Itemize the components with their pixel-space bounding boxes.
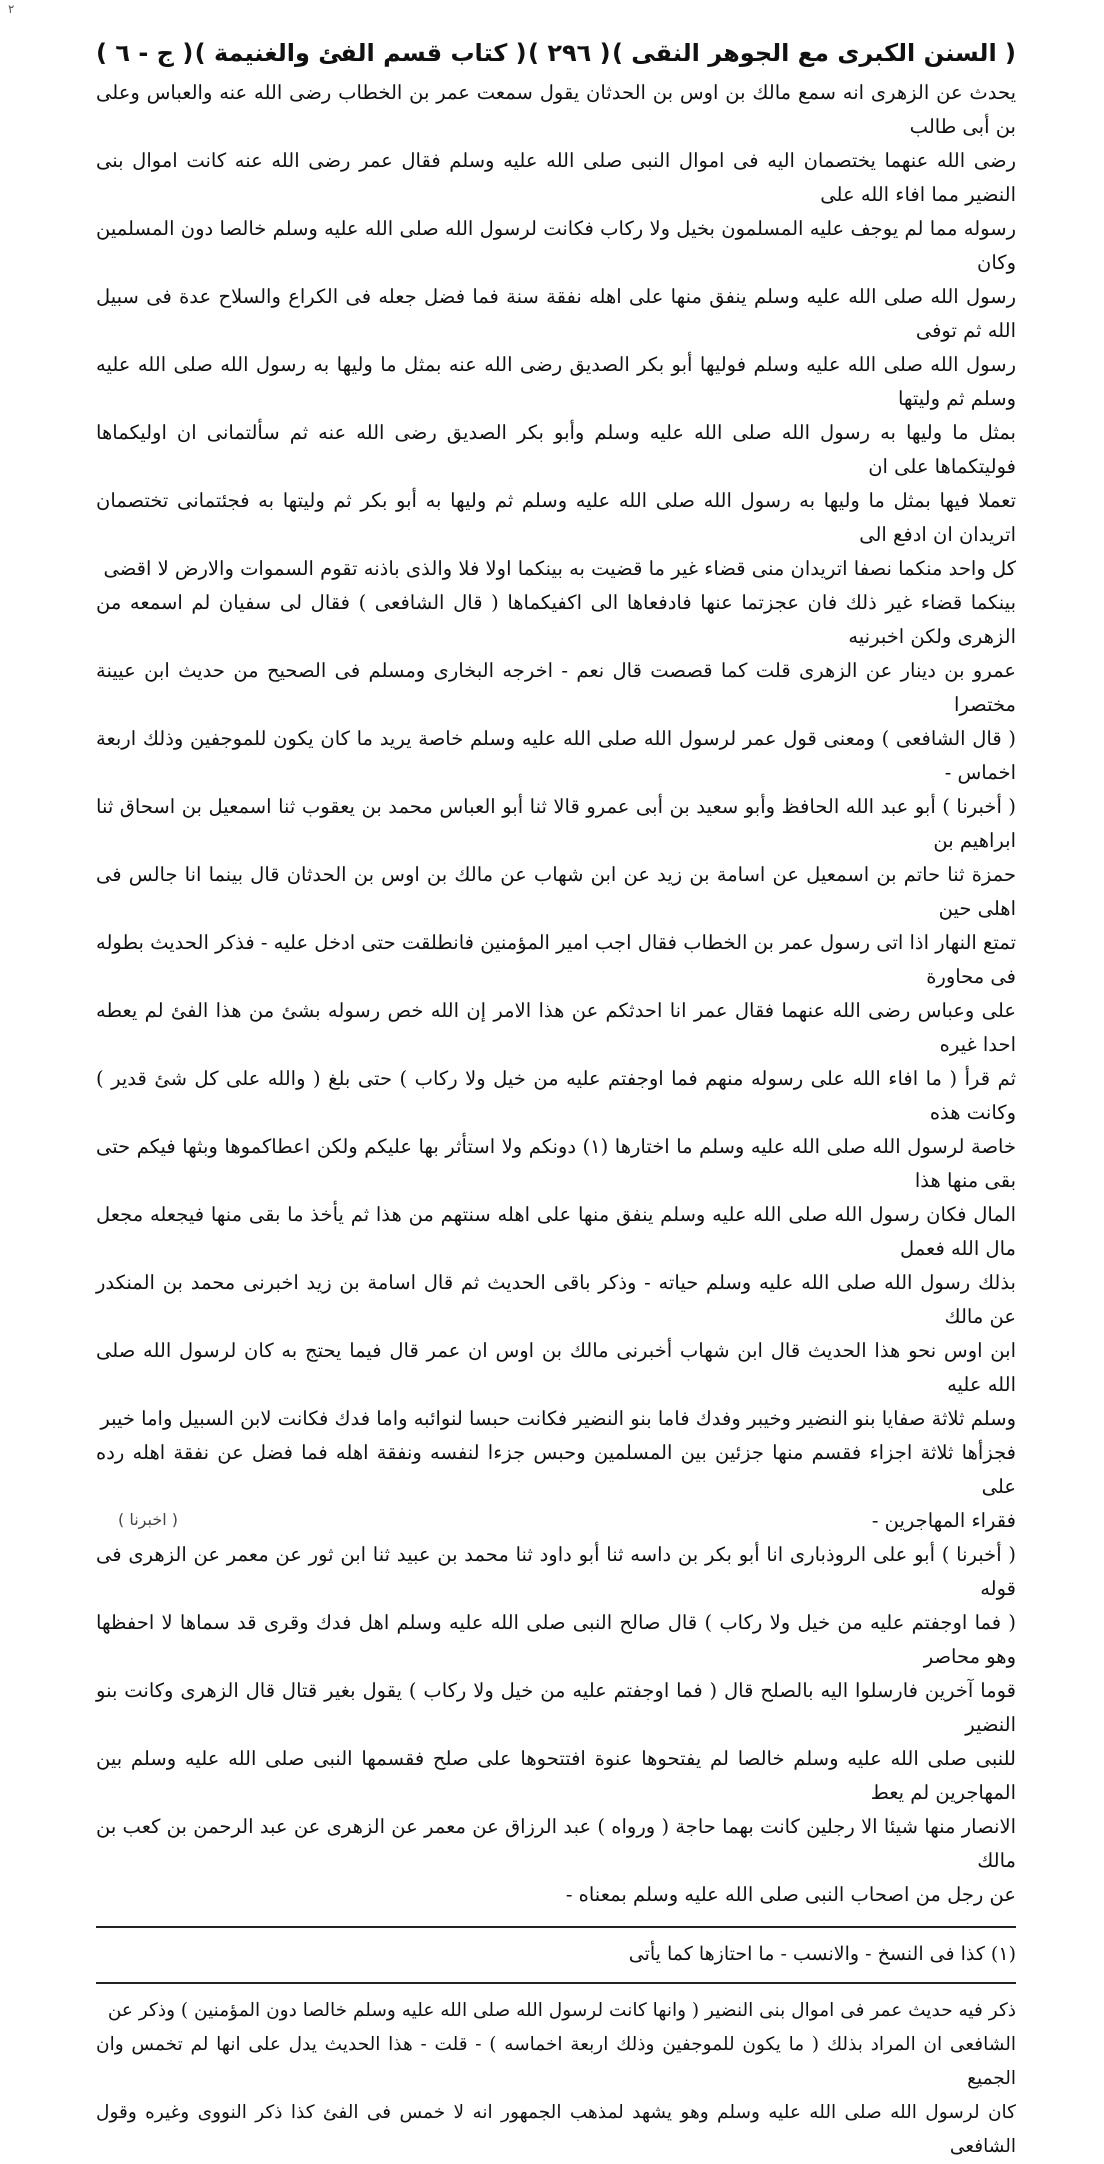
text-line: يحدث عن الزهرى انه سمع مالك بن اوس بن الحدثان يقول سمعت عمر بن الخطاب رضى الله عنه والعباس وعلى بن أبى طالب <box>96 81 1016 138</box>
header-page-number: ( ٢٩٦ ) <box>528 39 611 67</box>
footnote-divider <box>96 1926 1016 1928</box>
text-line: رضى الله عنهما يختصمان اليه فى اموال النبى صلى الله عليه وسلم فقال عمر رضى الله عنه كانت اموال بنى النضير مما افاء الله على <box>96 149 1016 206</box>
text-line: رسول الله صلى الله عليه وسلم ينفق منها على اهله نفقة سنة فما فضل جعله فى الكراع والسلاح عدة فى سبيل الله ثم توفى <box>96 285 1016 342</box>
text-line: قوما آخرين فارسلوا اليه بالصلح قال ( فما اوجفتم عليه من خيل ولا ركاب ) يقول بغير قتال قال الزهرى وكانت بنو النضير <box>96 1679 1016 1736</box>
text-line: المال فكان رسول الله صلى الله عليه وسلم ينفق منها على اهله سنتهم من هذا ثم يأخذ ما بقى منها فيجعله مجعل مال الله فعمل <box>96 1203 1016 1260</box>
document-page <box>96 30 1016 2164</box>
text-line: الانصار منها شيئا الا رجلين كانت بهما حاجة ( ورواه ) عبد الرزاق عن معمر عن الزهرى عن عبد الرحمن بن كعب بن مالك <box>96 1815 1016 1872</box>
text-line: وسلم ثلاثة صفايا بنو النضير وخيبر وفدك فاما بنو النضير فكانت حبسا لنوائبه واما فدك فكانت لابن السبيل واما خيبر <box>100 1407 1016 1430</box>
running-header <box>96 30 1016 76</box>
text-line: للنبى صلى الله عليه وسلم خالصا لم يفتحوها عنوة افتتحوها على صلح فقسمها النبى صلى الله عليه وسلم بين المهاجرين لم يعط <box>96 1747 1016 1804</box>
text-line: خاصة لرسول الله صلى الله عليه وسلم ما اختارها (١) دونكم ولا استأثر بها عليكم ولكن اعطاكموها وبثها فيكم حتى بقى منها هذا <box>96 1135 1016 1192</box>
text-line: ( أخبرنا ) أبو على الروذبارى انا أبو بكر بن داسه ثنا أبو داود ثنا محمد بن عبيد ثنا ابن ثور عن معمر عن الزهرى فى قوله <box>96 1543 1016 1600</box>
text-line: حمزة ثنا حاتم بن اسمعيل عن اسامة بن زيد عن ابن شهاب عن مالك بن اوس بن الحدثان قال بينما انا جالس فى اهلى حين <box>96 863 1016 920</box>
commentary-line: كان لرسول الله صلى الله عليه وسلم وهو يشهد لمذهب الجمهور انه لا خمس فى الفئ كذا ذكر النووى وغيره وقول الشافعى <box>96 2102 1016 2157</box>
text-line: فقراء المهاجرين - <box>871 1509 1016 1532</box>
text-line: ( فما اوجفتم عليه من خيل ولا ركاب ) قال صالح النبى صلى الله عليه وسلم اهل فدك وقرى قد سماها لا احفظها وهو محاصر <box>96 1611 1016 1668</box>
commentary-line: ذكر فيه حديث عمر فى اموال بنى النضير ( وانها كانت لرسول الله صلى الله عليه وسلم خالصا دون المؤمنين ) وذكر عن <box>107 2000 1016 2021</box>
text-line: عمرو بن دينار عن الزهرى قلت كما قصصت قال نعم - اخرجه البخارى ومسلم فى الصحيح من حديث ابن عيينة مختصرا <box>96 659 1016 716</box>
header-chapter-title: ( كتاب قسم الفئ والغنيمة ) <box>194 39 527 67</box>
text-line: فجزأها ثلاثة اجزاء فقسم منها جزئين بين المسلمين وحبس جزءا لنفسه ونفقة اهله فما فضل عن نفقة اهله رده على <box>96 1441 1016 1498</box>
text-line: تعملا فيها بمثل ما وليها به رسول الله صلى الله عليه وسلم ثم وليها به أبو بكر ثم وليتها به فجئتمانى تختصمان اتريدان ان ادفع الى <box>96 489 1016 546</box>
header-book-title: ( السنن الكبرى مع الجوهر النقى ) <box>611 39 1016 67</box>
text-line: ( قال الشافعى ) ومعنى قول عمر لرسول الله صلى الله عليه وسلم خاصة يريد ما كان يكون للموجفين وذلك اربعة اخماس - <box>96 727 1016 784</box>
footnote: (١) كذا فى النسخ - والانسب - ما احتازها كما يأتى <box>628 1943 1016 1965</box>
text-line: تمتع النهار اذا اتى رسول عمر بن الخطاب فقال اجب امير المؤمنين فانطلقت حتى ادخل عليه - فذكر الحديث بطوله فى محاورة <box>96 931 1016 988</box>
text-line: ثم قرأ ( ما افاء الله على رسوله منهم فما اوجفتم عليه من خيل ولا ركاب ) حتى بلغ ( والله على كل شئ قدير ) وكانت هذه <box>96 1067 1016 1124</box>
text-line: ( أخبرنا ) أبو عبد الله الحافظ وأبو سعيد بن أبى عمرو قالا ثنا أبو العباس محمد بن يعقوب ثنا اسمعيل بن اسحاق ثنا ابراهيم بن <box>96 795 1016 852</box>
text-line: كل واحد منكما نصفا اتريدان منى قضاء غير ما قضيت به بينكما اولا فلا والذى باذنه تقوم السموات والارض لا اقضى <box>103 557 1016 580</box>
commentary-line: الشافعى ان المراد بذلك ( ما يكون للموجفين وذلك اربعة اخماسه ) - قلت - هذا الحديث يدل على انها لم تخمس وان الجميع <box>96 2034 1016 2089</box>
text-line: بذلك رسول الله صلى الله عليه وسلم حياته - وذكر باقى الحديث ثم قال اسامة بن زيد اخبرنى محمد بن المنكدر عن مالك <box>96 1271 1016 1328</box>
corner-mark: ٢ <box>8 2 15 16</box>
text-line: بمثل ما وليها به رسول الله صلى الله عليه وسلم وأبو بكر الصديق رضى الله عنه ثم سألتمانى ان اوليكماها فوليتكماها على ان <box>96 421 1016 478</box>
header-volume: ( ج - ٦ ) <box>96 39 194 67</box>
main-text <box>96 76 1016 1912</box>
text-line: رسوله مما لم يوجف عليه المسلمون بخيل ولا ركاب فكانت لرسول الله صلى الله عليه وسلم خالصا دون المسلمين وكان <box>96 217 1016 274</box>
commentary-text <box>96 1994 1016 2164</box>
commentary-divider <box>96 1982 1016 1984</box>
text-line: على وعباس رضى الله عنهما فقال عمر انا احدثكم عن هذا الامر إن الله خص رسوله بشئ من هذا الفئ لم يعطه احدا غيره <box>96 999 1016 1056</box>
text-line: بينكما قضاء غير ذلك فان عجزتما عنها فادفعاها الى اكفيكماها ( قال الشافعى ) فقال لى سفيان لم اسمعه من الزهرى ولكن اخبرنيه <box>96 591 1016 648</box>
text-line: عن رجل من اصحاب النبى صلى الله عليه وسلم بمعناه - <box>565 1883 1016 1906</box>
text-line: ابن اوس نحو هذا الحديث قال ابن شهاب أخبرنى مالك بن اوس ان عمر قال فيما يحتج به كان لرسول الله صلى الله عليه <box>96 1339 1016 1396</box>
text-line: رسول الله صلى الله عليه وسلم فوليها أبو بكر الصديق رضى الله عنه بمثل ما وليها به رسول الله صلى الله عليه وسلم ثم وليتها <box>96 353 1016 410</box>
catchword: ( اخبرنا ) <box>118 1510 178 1529</box>
